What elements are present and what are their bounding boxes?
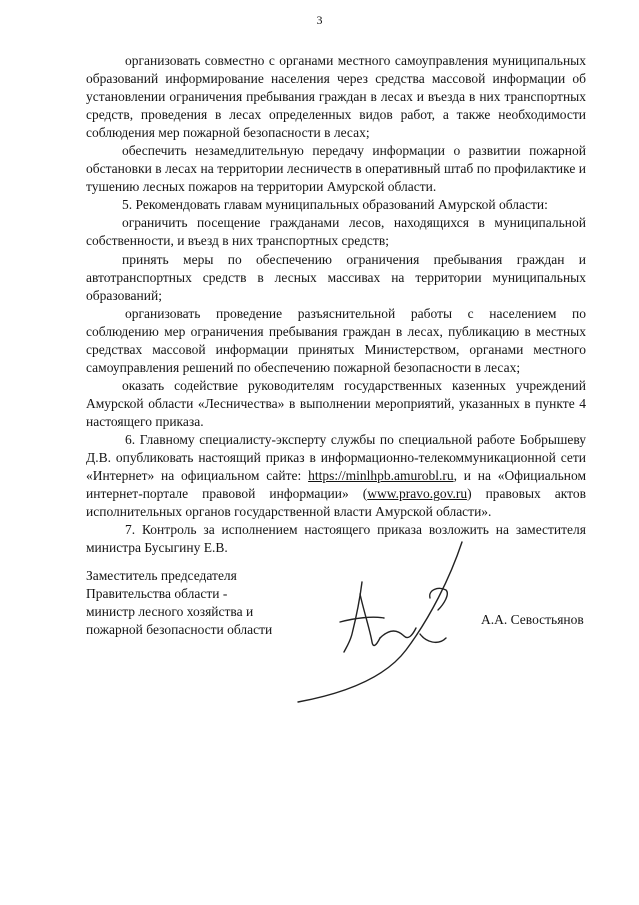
signature-stroke — [380, 628, 416, 638]
signatory-title-line: Заместитель председателя — [86, 568, 237, 583]
handwritten-signature — [280, 538, 480, 708]
paragraph-restrict-vehicles: принять меры по обеспечению ограничения пребывания граждан и автотранспортных средств в лесных массивах на территории муниципальных образований; — [86, 251, 586, 303]
item6-text-between: , и на «Официальном интернет-портале правовой информации» ( — [86, 468, 586, 502]
signatory-title-line: пожарной безопасности области — [86, 622, 273, 637]
signature-stroke — [360, 594, 380, 645]
paragraph-item-5-heading: 5. Рекомендовать главам муниципальных образований Амурской области: — [122, 197, 548, 213]
paragraph-item-6-publication — [86, 431, 586, 521]
paragraph-assist-forestries: оказать содействие руководителям государственных казенных учреждений Амурской области «Лесничества» в выполнении мероприятий, указанных в пункте 4 настоящего приказа. — [86, 377, 586, 429]
paragraph-inform-population: организовать совместно с органами местного самоуправления муниципальных образований информирование населения через средства массовой информации об установлении ограничения пребывания граждан в лесах и въезда в них транспортных средств, проведения в лесах определенных видов работ, а также необходимости соблюдения мер пожарной безопасности в лесах; — [86, 53, 586, 141]
signatory-title-line: министр лесного хозяйства и — [86, 604, 254, 619]
document-body — [86, 52, 586, 557]
paragraph-fire-situation-report: обеспечить незамедлительную передачу информации о развитии пожарной обстановки в лесах на территории лесничеств в оперативный штаб по профилактике и тушению лесных пожаров на территории Амурской области. — [86, 143, 586, 195]
paragraph-item-7-control: 7. Контроль за исполнением настоящего приказа возложить на заместителя министра Бусыгину Е.В. — [86, 522, 586, 556]
signature-stroke — [344, 582, 362, 652]
signatory-title-block — [86, 567, 272, 639]
signatory-title-line: Правительства области - — [86, 586, 228, 601]
signature-stroke — [420, 634, 446, 642]
page-number: 3 — [316, 13, 323, 27]
ministry-site-link[interactable]: https://minlhpb.amurobl.ru — [308, 468, 454, 484]
signature-stroke — [298, 542, 462, 702]
paragraph-explanatory-work: организовать проведение разъяснительной работы с населением по соблюдению мер ограничения пребывания граждан в лесах, публикацию в местных средствах массовой информации принятых Министерством, органами местного самоуправления решений по обеспечению пожарной безопасности в лесах; — [86, 305, 586, 375]
item6-text-after: ) правовых актов исполнительных органов государственной власти Амурской области». — [86, 486, 586, 520]
signer-name: А.А. Севостьянов — [481, 612, 584, 627]
item6-text-before: 6. Главному специалисту-эксперту службы по специальной работе Бобрышеву Д.В. опубликовать настоящий приказ в информационно-телекоммуникационной сети «Интернет» на официальном сайте: — [86, 431, 586, 484]
signature-stroke — [340, 617, 384, 622]
pravo-portal-link[interactable]: www.pravo.gov.ru — [367, 486, 468, 502]
paragraph-restrict-forest-visits: ограничить посещение гражданами лесов, находящихся в муниципальной собственности, и въезд в них транспортных средств; — [86, 215, 586, 249]
